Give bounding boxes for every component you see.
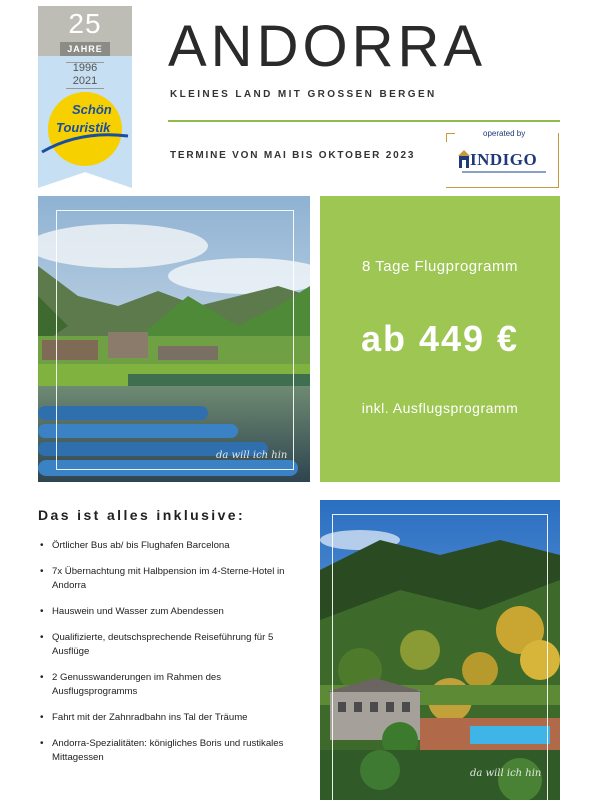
badge-label: JAHRE	[60, 42, 110, 56]
list-item: • Qualifizierte, deutschsprechende Reiseführung für 5 Ausflüge	[40, 631, 296, 659]
badge-year-start: 1996	[72, 62, 98, 74]
operator-tagline-bar	[462, 171, 546, 173]
operator-name: INDIGO	[470, 150, 538, 169]
list-item: • Hauswein und Wasser zum Abendessen	[40, 605, 296, 619]
offer-price: ab 449 €	[360, 318, 520, 359]
photo-frame	[56, 210, 294, 470]
travel-dates: TERMINE VON MAI BIS OKTOBER 2023	[170, 150, 416, 161]
badge-number: 25	[68, 8, 102, 39]
indigo-building-icon	[458, 150, 470, 168]
photo-caption: da will ich hin	[470, 768, 542, 779]
logo-text-touristik: Touristik	[56, 120, 111, 135]
inclusions-heading: Das ist alles inklusive:	[38, 507, 246, 523]
operator-box-corner	[446, 133, 455, 142]
list-item: • Örtlicher Bus ab/ bis Flughafen Barcelona	[40, 539, 296, 553]
inclusions-list	[40, 539, 296, 765]
logo-text-schoen: Schön	[72, 102, 112, 117]
list-item: • Fahrt mit der Zahnradbahn ins Tal der Träume	[40, 711, 296, 725]
offer-note: inkl. Ausflugsprogramm	[361, 400, 519, 416]
badge-years	[38, 62, 132, 88]
header-divider	[168, 120, 560, 122]
list-item: • Andorra-Spezialitäten: königliches Boris und rustikales Mittagessen	[40, 737, 296, 765]
photo-caption: da will ich hin	[216, 450, 288, 461]
badge-divider	[66, 88, 104, 89]
offer-duration: 8 Tage Flugprogramm	[362, 258, 518, 275]
list-item: • 7x Übernachtung mit Halbpension im 4-Sterne-Hotel in Andorra	[40, 565, 296, 593]
page-title: ANDORRA	[168, 14, 487, 79]
badge-year-end: 2021	[72, 75, 98, 87]
list-item: • 2 Genusswanderungen im Rahmen des Ausflugsprogramms	[40, 671, 296, 699]
andorra-hotel-photo	[320, 500, 560, 800]
andorra-lake-photo	[38, 196, 310, 482]
anniversary-badge	[38, 6, 132, 188]
offer-box	[320, 196, 560, 482]
operated-by-label: operated by	[480, 129, 528, 138]
page-subtitle: KLEINES LAND MIT GROSSEN BERGEN	[170, 89, 437, 100]
photo-frame	[332, 514, 548, 800]
